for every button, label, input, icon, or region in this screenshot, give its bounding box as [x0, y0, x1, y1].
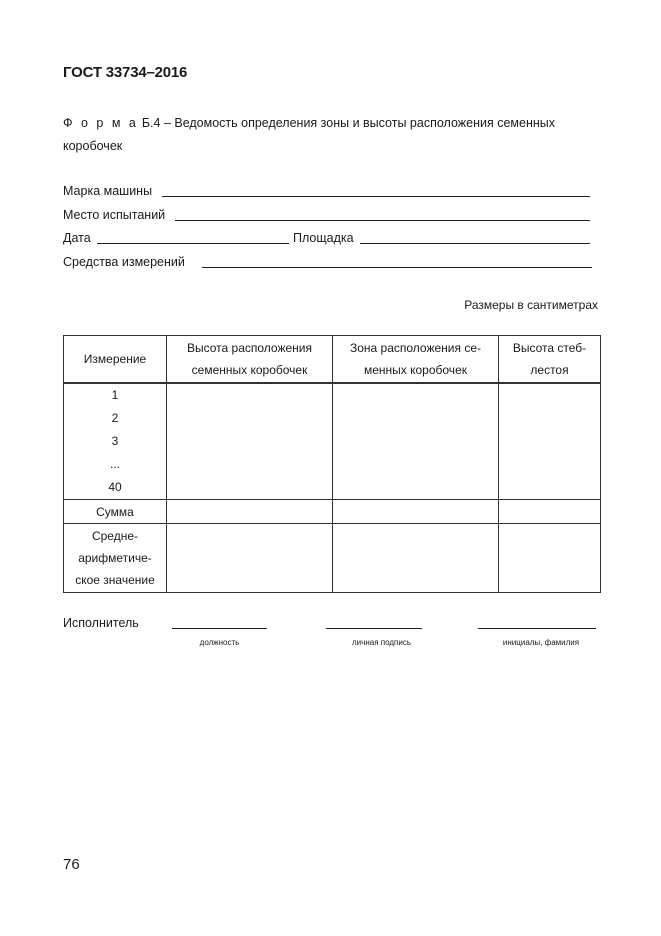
header-boll-zone [333, 336, 499, 384]
executor-label: Исполнитель [63, 616, 139, 630]
header-boll-zone-l2: менных коробочек [363, 363, 467, 377]
page-number: 76 [63, 856, 80, 873]
field-test-place-label: Место испытаний [63, 208, 166, 222]
form-label-spaced: Ф о р м а [63, 116, 139, 130]
cell-avg-boll-zone[interactable] [333, 524, 499, 593]
table-row-measurements [64, 383, 601, 500]
average-label-l3: ское значение [75, 573, 155, 587]
cell-boll-height[interactable] [167, 383, 333, 500]
row-number: 3 [111, 434, 119, 448]
header-measurement: Измерение [64, 336, 167, 384]
field-date-label: Дата [63, 231, 91, 245]
field-machine-line[interactable] [162, 196, 590, 197]
cell-sum-boll-height[interactable] [167, 500, 333, 524]
cell-boll-zone[interactable] [333, 383, 499, 500]
row-number: 2 [111, 411, 119, 425]
form-title-text: Б.4 – Ведомость определения зоны и высоты расположения семенных [138, 116, 555, 130]
field-instruments-label: Средства измерений [63, 255, 185, 269]
name-line[interactable] [478, 628, 596, 629]
header-stem-height [499, 336, 601, 384]
header-boll-height [167, 336, 333, 384]
table-row-average [64, 524, 601, 593]
row-number: ... [109, 457, 120, 471]
cell-avg-stem-height[interactable] [499, 524, 601, 593]
average-label-l1: Средне- [91, 529, 139, 543]
header-boll-height-l1: Высота расположения [186, 341, 312, 355]
field-date-line[interactable] [97, 243, 289, 244]
measurement-numbers [64, 383, 167, 500]
average-label-l2: арифметиче- [78, 551, 152, 565]
header-stem-height-l1: Высота стеб- [512, 341, 587, 355]
caption-signature: личная подпись [352, 638, 411, 647]
measurement-table [63, 335, 601, 593]
cell-sum-stem-height[interactable] [499, 500, 601, 524]
field-machine-label: Марка машины [63, 184, 153, 198]
field-plot-label: Площадка [293, 231, 354, 245]
field-test-place-line[interactable] [175, 220, 590, 221]
caption-position: должность [199, 638, 240, 647]
table-row-sum [64, 500, 601, 524]
document-header: ГОСТ 33734–2016 [63, 64, 188, 81]
form-title-line2: коробочек [63, 139, 123, 153]
row-number: 40 [108, 480, 122, 494]
caption-name: инициалы, фамилия [502, 638, 580, 647]
field-plot-line[interactable] [360, 243, 590, 244]
row-number: 1 [111, 388, 119, 402]
signature-line[interactable] [326, 628, 422, 629]
header-boll-height-l2: семенных коробочек [191, 363, 308, 377]
position-line[interactable] [172, 628, 267, 629]
cell-avg-boll-height[interactable] [167, 524, 333, 593]
units-note: Размеры в сантиметрах [464, 298, 598, 312]
average-label [64, 524, 167, 593]
header-stem-height-l2: лестоя [530, 363, 569, 377]
field-instruments-line[interactable] [202, 267, 592, 268]
cell-sum-boll-zone[interactable] [333, 500, 499, 524]
header-boll-zone-l1: Зона расположения се- [349, 341, 482, 355]
sum-label: Сумма [64, 500, 167, 524]
cell-stem-height[interactable] [499, 383, 601, 500]
form-title [63, 116, 555, 130]
